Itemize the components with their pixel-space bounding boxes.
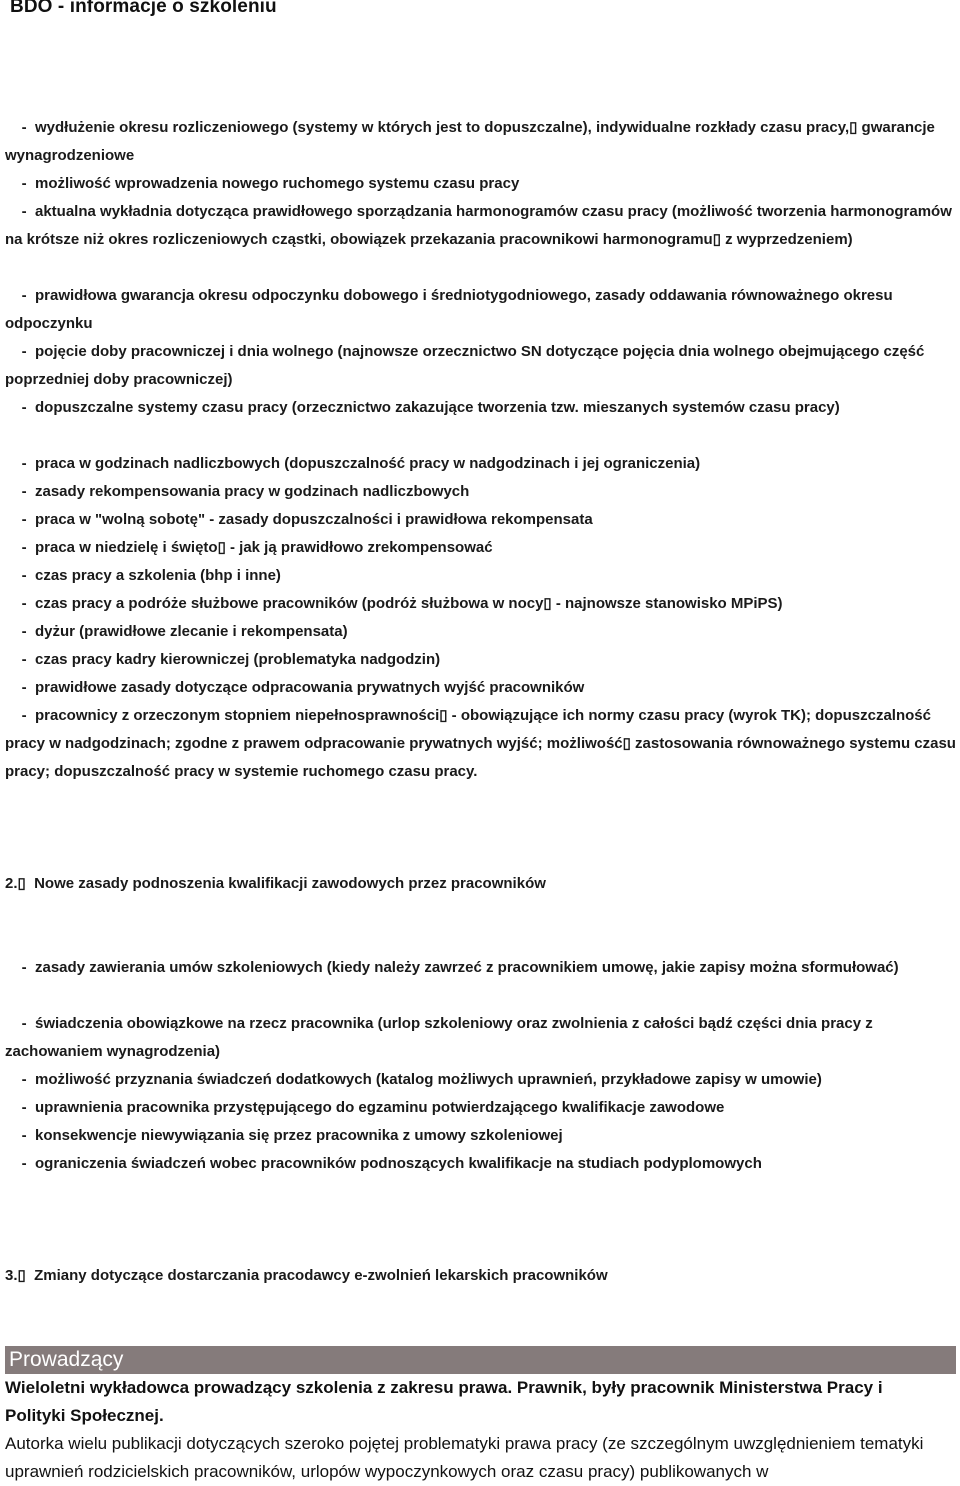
list-item: - czas pracy a podróże służbowe pracowników (podróż służbowa w nocy▯ - najnowsze stanowisko MPiPS) bbox=[5, 595, 783, 612]
list-item: - zasady zawierania umów szkoleniowych (kiedy należy zawrzeć z pracownikiem umowę, jakie zapisy można sformułować) bbox=[5, 959, 899, 976]
list-item: - czas pracy a szkolenia (bhp i inne) bbox=[5, 567, 281, 584]
list-item: - ograniczenia świadczeń wobec pracowników podnoszących kwalifikacje na studiach podyplomowych bbox=[5, 1155, 762, 1172]
list-item: - pracownicy z orzeczonym stopniem niepełnosprawności▯ - obowiązujące ich normy czasu pracy (wyrok TK); dopuszczalność pracy w nadgodzinach; zgodne z prawem odpracowanie prywatnych wyjść; możliwość▯ zastosowania równoważnego systemu czasu pracy; dopuszczalność pracy w systemie ruchomego czasu pracy. bbox=[5, 707, 960, 780]
list-item: - możliwość przyznania świadczeń dodatkowych (katalog możliwych uprawnień, przykładowe zapisy w umowie) bbox=[5, 1071, 822, 1088]
section-heading-2: 2.▯ Nowe zasady podnoszenia kwalifikacji zawodowych przez pracowników bbox=[5, 875, 546, 892]
list-item: - prawidłowa gwarancja okresu odpoczynku dobowego i średniotygodniowego, zasady oddawania równoważnego okresu odpoczynku bbox=[5, 287, 897, 332]
list-item: - wydłużenie okresu rozliczeniowego (systemy w których jest to dopuszczalne), indywidualne rozkłady czasu pracy,▯ gwarancje wynagrodzeniowe bbox=[5, 119, 940, 164]
trainer-section-title: Prowadzący bbox=[9, 1348, 124, 1371]
trainer-bio-bold: Wieloletni wykładowca prowadzący szkolenia z zakresu prawa. Prawnik, były pracownik Ministerstwa Pracy i Polityki Społecznej. bbox=[5, 1378, 883, 1425]
list-item: - prawidłowe zasady dotyczące odpracowania prywatnych wyjść pracowników bbox=[5, 679, 585, 696]
list-item: - praca w godzinach nadliczbowych (dopuszczalność pracy w nadgodzinach i jej ograniczenia) bbox=[5, 455, 701, 472]
list-item: - zasady rekompensowania pracy w godzinach nadliczbowych bbox=[5, 483, 470, 500]
list-item: - dyżur (prawidłowe zlecanie i rekompensata) bbox=[5, 623, 348, 640]
list-item: - możliwość wprowadzenia nowego ruchomego systemu czasu pracy bbox=[5, 175, 520, 192]
page-title: BDO - informacje o szkoleniu bbox=[10, 0, 277, 17]
list-item: - czas pracy kadry kierowniczej (problematyka nadgodzin) bbox=[5, 651, 441, 668]
trainer-bio-text: Autorka wielu publikacji dotyczących szeroko pojętej problematyki prawa pracy (ze szczególnym uwzględnieniem tematyki uprawnień rodzicielskich pracowników, urlopów wypoczynkowych oraz czasu pracy) publikowanych w bbox=[5, 1434, 924, 1481]
list-item: - praca w niedzielę i święto▯ - jak ją prawidłowo zrekompensować bbox=[5, 539, 493, 556]
list-item: - świadczenia obowiązkowe na rzecz pracownika (urlop szkoleniowy oraz zwolnienia z całości bądź części dnia pracy z zachowaniem wynagrodzenia) bbox=[5, 1015, 877, 1060]
list-item: - konsekwencje niewywiązania się przez pracownika z umowy szkoleniowej bbox=[5, 1127, 563, 1144]
list-item: - praca w "wolną sobotę" - zasady dopuszczalności i prawidłowa rekompensata bbox=[5, 511, 593, 528]
list-item: - aktualna wykładnia dotycząca prawidłowego sporządzania harmonogramów czasu pracy (możliwość tworzenia harmonogramów na krótsze niż okres rozliczeniowych cząstki, obowiązek przekazania pracownikowi harmonogramu▯ z wyprzedzeniem) bbox=[5, 203, 957, 248]
trainer-section-header bbox=[5, 1346, 956, 1374]
section-heading-3: 3.▯ Zmiany dotyczące dostarczania pracodawcy e-zwolnień lekarskich pracowników bbox=[5, 1267, 608, 1284]
list-item: - pojęcie doby pracowniczej i dnia wolnego (najnowsze orzecznictwo SN dotyczące pojęcia dnia wolnego obejmującego część poprzedniej doby pracowniczej) bbox=[5, 343, 929, 388]
list-item: - uprawnienia pracownika przystępującego do egzaminu potwierdzającego kwalifikacje zawodowe bbox=[5, 1099, 725, 1116]
list-item: - dopuszczalne systemy czasu pracy (orzecznictwo zakazujące tworzenia tzw. mieszanych systemów czasu pracy) bbox=[5, 399, 840, 416]
